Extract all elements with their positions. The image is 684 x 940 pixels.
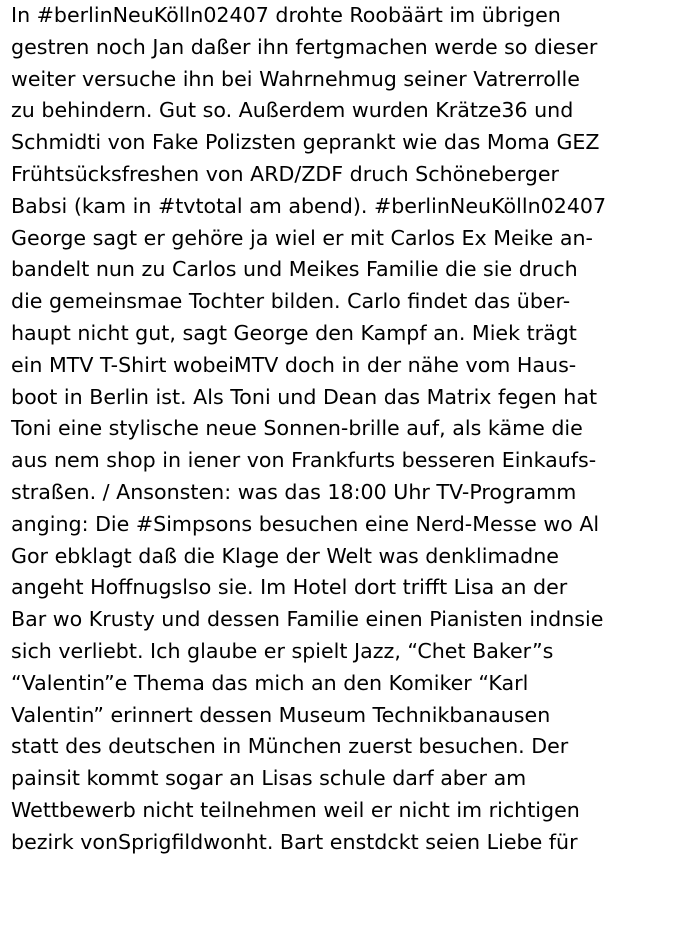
text-line: boot in Berlin ist. Als Toni und Dean das Matrix fegen hat bbox=[11, 384, 598, 409]
text-line: In #berlinNeuKölln02407 drohte Roobäärt im übrigen bbox=[11, 3, 561, 27]
text-line: die gemeinsmae Tochter bilden. Carlo findet das über- bbox=[11, 289, 571, 314]
text-line: bezirk vonSprigfildwonht. Bart enstdckt seien Liebe für bbox=[11, 829, 578, 854]
text-line: Gor ebklagt daß die Klage der Welt was denklimadne bbox=[11, 543, 559, 568]
text-line: bandelt nun zu Carlos und Meikes Familie die sie druch bbox=[11, 257, 578, 282]
text-line: gestren noch Jan daßer ihn fertgmachen werde so dieser bbox=[11, 34, 598, 59]
text-line: Wettbewerb nicht teilnehmen weil er nicht im richtigen bbox=[11, 797, 580, 822]
text-line: “Valentin”e Thema das mich an den Komiker “Karl bbox=[11, 670, 529, 695]
text-line: George sagt er gehöre ja wiel er mit Carlos Ex Meike an- bbox=[11, 225, 593, 250]
text-line: statt des deutschen in München zuerst besuchen. Der bbox=[11, 734, 569, 759]
text-line: painsit kommt sogar an Lisas schule darf aber am bbox=[11, 766, 527, 791]
text-line: aus nem shop in iener von Frankfurts besseren Einkaufs- bbox=[11, 448, 597, 473]
text-line: anging: Die #Simpsons besuchen eine Nerd-Messe wo Al bbox=[11, 511, 600, 536]
text-line: straßen. / Ansonsten: was das 18:00 Uhr TV-Programm bbox=[11, 479, 577, 504]
text-line: Bar wo Krusty und dessen Familie einen Pianisten indnsie bbox=[11, 607, 604, 632]
text-line: Frühtsücksfreshen von ARD/ZDF druch Schöneberger bbox=[11, 161, 560, 186]
body-text bbox=[11, 0, 681, 859]
text-line: sich verliebt. Ich glaube er spielt Jazz, “Chet Baker”s bbox=[11, 638, 554, 663]
text-line: angeht Hoffnugslso sie. Im Hotel dort trifft Lisa an der bbox=[11, 575, 568, 600]
text-line: weiter versuche ihn bei Wahrnehmug seiner Vatrerrolle bbox=[11, 66, 580, 91]
text-line: haupt nicht gut, sagt George den Kampf an. Miek trägt bbox=[11, 320, 577, 345]
text-line: Valentin” erinnert dessen Museum Technikbanausen bbox=[11, 702, 551, 727]
text-line: zu behindern. Gut so. Außerdem wurden Krätze36 und bbox=[11, 98, 574, 123]
text-line: Schmidti von Fake Polizsten geprankt wie das Moma GEZ bbox=[11, 130, 600, 155]
text-line: ein MTV T-Shirt wobeiMTV doch in der nähe vom Haus- bbox=[11, 352, 577, 377]
text-line: Toni eine stylische neue Sonnen-brille auf, als käme die bbox=[11, 416, 583, 441]
text-line: Babsi (kam in #tvtotal am abend). #berlinNeuKölln02407 bbox=[11, 193, 607, 218]
